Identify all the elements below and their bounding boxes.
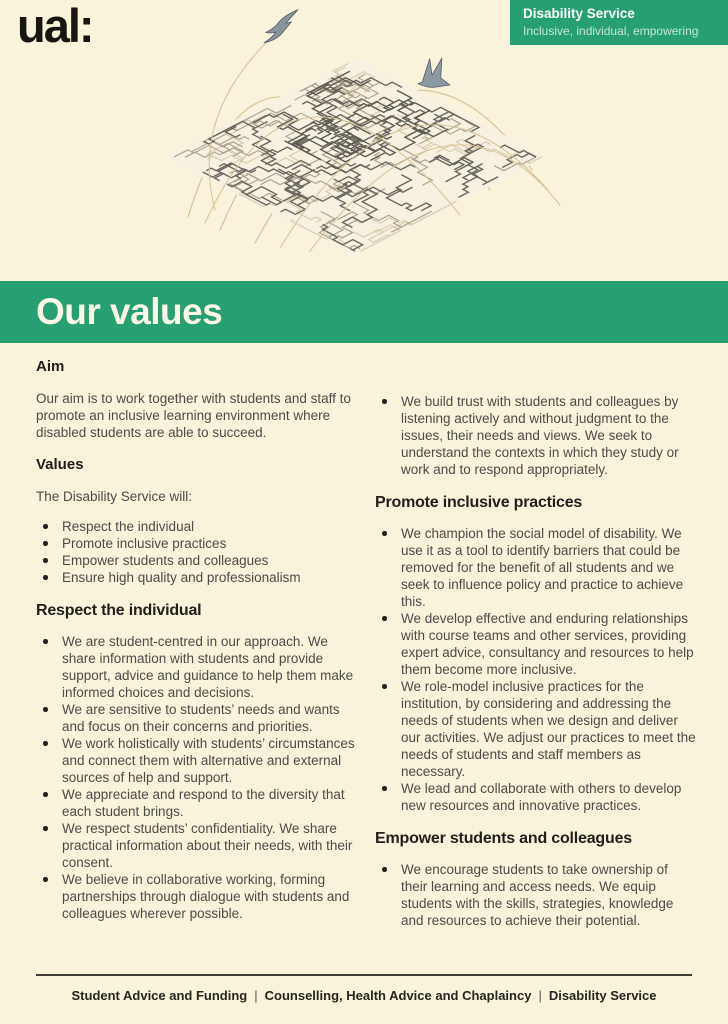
values-heading: Values [36,456,84,473]
list-item: Ensure high quality and professionalism [36,569,358,586]
footer-item: Student Advice and Funding [71,988,248,1003]
aim-paragraph: Our aim is to work together with students and staff to promote an inclusive learning environment where disabled students are able to succeed. [36,391,351,440]
values-list [36,518,358,586]
page-title-banner [0,281,728,343]
footer-item: Counselling, Health Advice and Chaplaincy [264,988,532,1003]
page-title: Our values [36,291,223,332]
list-item: We build trust with students and colleagues by listening actively and without judgment to the issues, their needs and views. We seek to understand the contexts in which they study or work and to respond appropriately. [375,393,697,478]
list-item: Promote inclusive practices [36,535,358,552]
service-tagline: Inclusive, individual, empowering [523,23,699,38]
list-item: We are student-centred in our approach. We share information with students and provide support, advice and guidance to help them make informed choices and decisions. [36,633,358,701]
list-item: We believe in collaborative working, forming partnerships through dialogue with students and colleagues wherever possible. [36,871,358,922]
maze-illustration [160,5,580,277]
aim-heading: Aim [36,358,65,375]
body-columns [36,343,697,929]
footer-services [0,988,728,1003]
list-item: We encourage students to take ownership of their learning and access needs. We equip students with the skills, strategies, knowledge and resources to achieve their potential. [375,861,697,929]
respect-heading: Respect the individual [36,602,202,619]
list-item: We role-model inclusive practices for the institution, by considering and addressing the needs of students when we design and deliver our activities. We adjust our practices to meet the needs of students and staff members as necessary. [375,678,697,780]
list-item: We respect students’ confidentiality. We share practical information about their needs, with their consent. [36,820,358,871]
bird-icon [418,56,453,89]
list-item: We champion the social model of disability. We use it as a tool to identify barriers that could be removed for the benefit of all students and we seek to influence policy and practice to achieve this. [375,525,697,610]
footer-divider [36,974,692,976]
list-item: We appreciate and respond to the diversity that each student brings. [36,786,358,820]
list-item: We develop effective and enduring relationships with course teams and other services, providing expert advice, consultancy and resources to help them become more inclusive. [375,610,697,678]
footer-separator: | [538,988,542,1003]
list-item: Respect the individual [36,518,358,535]
trust-list [375,393,697,478]
list-item: We lead and collaborate with others to develop new resources and innovative practices. [375,780,697,814]
list-item: We work holistically with students’ circumstances and connect them with alternative and external sources of help and support. [36,735,358,786]
footer-item: Disability Service [548,988,657,1003]
bird-icon [260,10,302,43]
promote-list [375,525,697,814]
empower-list [375,861,697,929]
respect-list [36,633,358,922]
footer-separator: | [254,988,258,1003]
service-title: Disability Service [523,6,635,21]
list-item: Empower students and colleagues [36,552,358,569]
left-column [36,343,358,929]
service-banner [510,0,728,45]
right-column [375,343,697,929]
ual-logo: ual: [17,0,93,52]
empower-heading: Empower students and colleagues [375,830,632,847]
promote-heading: Promote inclusive practices [375,494,583,511]
values-intro: The Disability Service will: [36,489,193,504]
list-item: We are sensitive to students’ needs and wants and focus on their concerns and priorities. [36,701,358,735]
